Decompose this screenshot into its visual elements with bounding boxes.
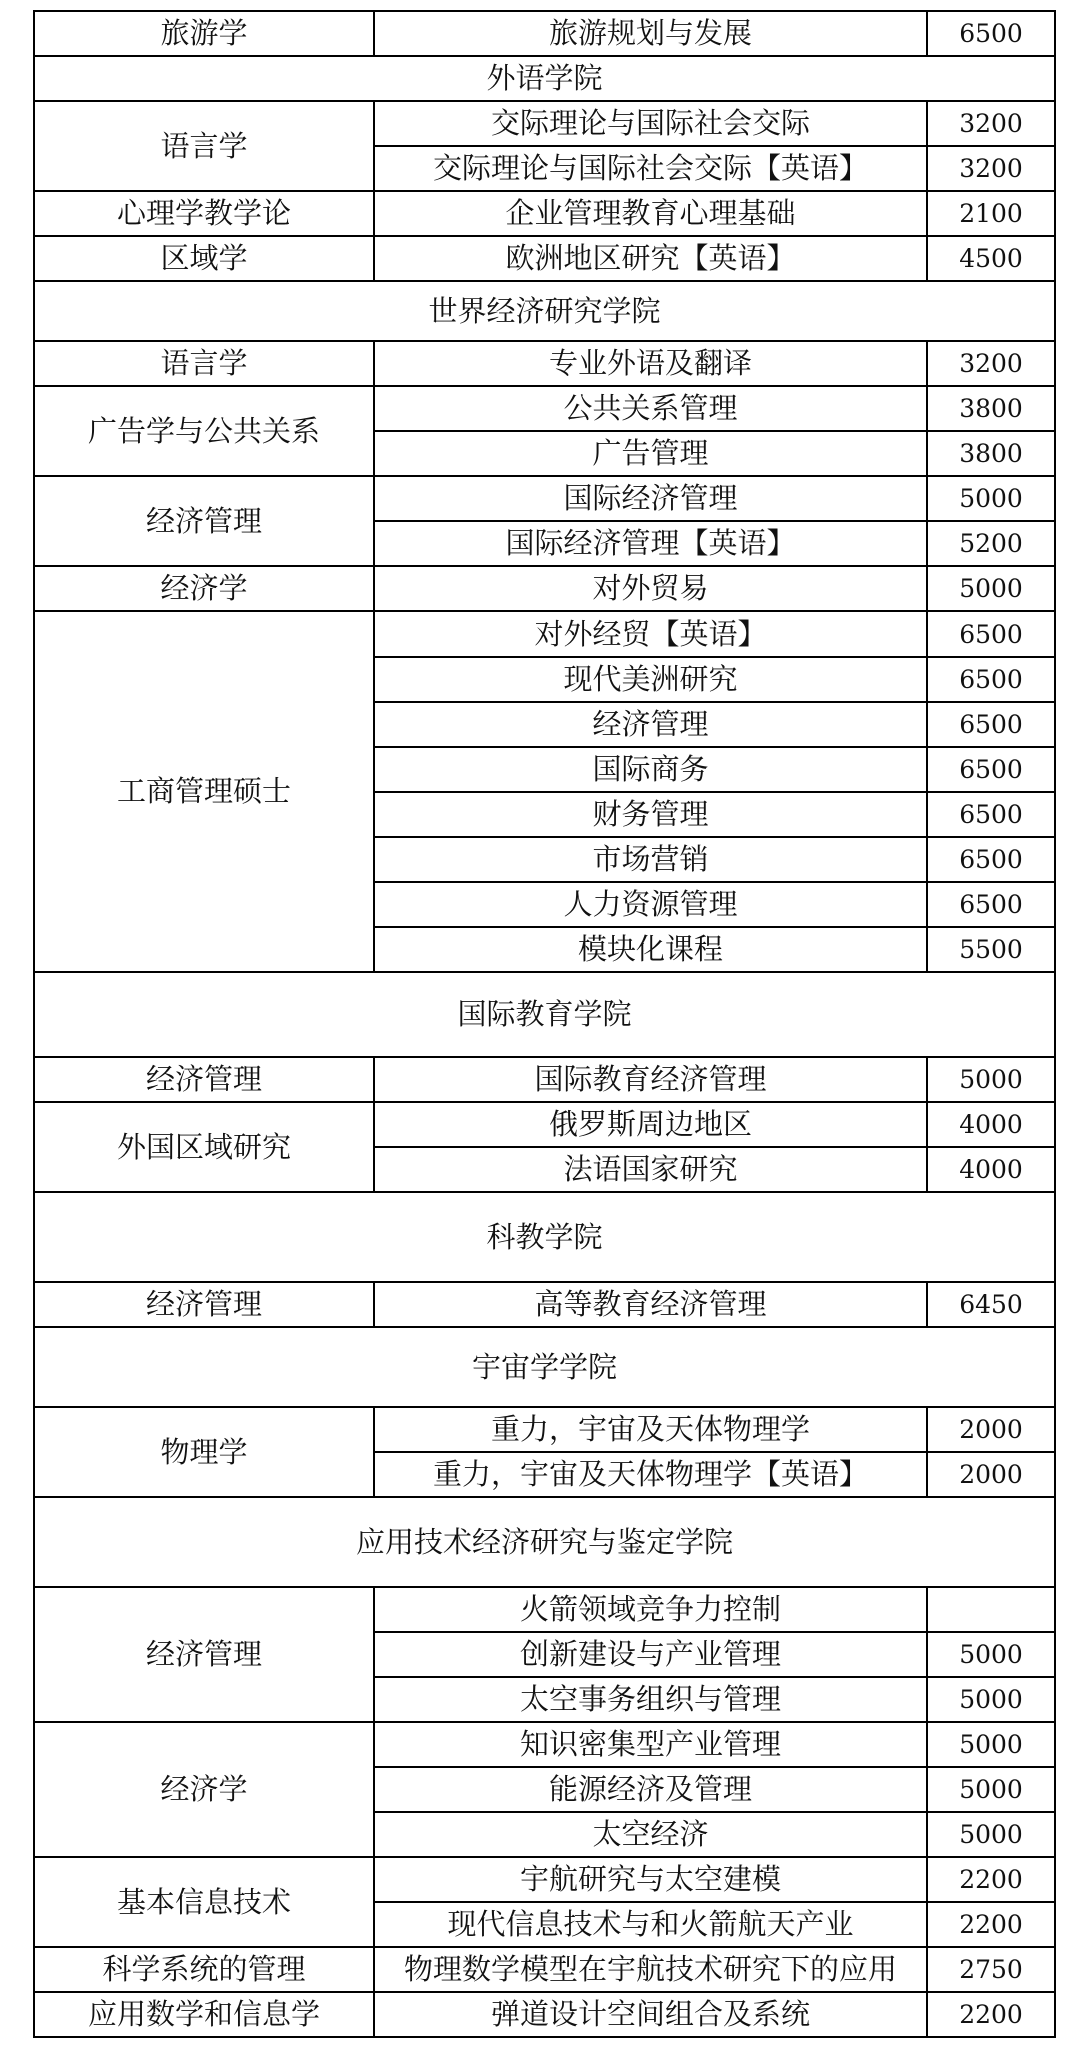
fee-cell: 5000 [927, 1722, 1055, 1767]
program-cell: 对外经贸【英语】 [374, 611, 927, 657]
school-header-row [34, 1192, 1055, 1282]
program-cell: 经济管理 [374, 702, 927, 747]
fee-cell: 3800 [927, 386, 1055, 431]
program-cell: 对外贸易 [374, 566, 927, 611]
school-header-row [34, 281, 1055, 341]
school-name: 科教学院 [34, 1192, 1055, 1282]
program-cell: 高等教育经济管理 [374, 1282, 927, 1327]
table-row [34, 386, 1055, 431]
table-row [34, 1057, 1055, 1102]
major-cell: 语言学 [34, 101, 374, 191]
major-cell: 外国区域研究 [34, 1102, 374, 1192]
program-cell: 市场营销 [374, 837, 927, 882]
fee-cell: 5500 [927, 927, 1055, 972]
school-header-row [34, 56, 1055, 101]
fee-cell: 6450 [927, 1282, 1055, 1327]
major-cell: 经济管理 [34, 1057, 374, 1102]
program-cell: 现代信息技术与和火箭航天产业 [374, 1902, 927, 1947]
table-row [34, 1857, 1055, 1902]
program-cell: 国际教育经济管理 [374, 1057, 927, 1102]
fee-cell: 5000 [927, 566, 1055, 611]
fee-cell: 3200 [927, 101, 1055, 146]
program-cell: 太空经济 [374, 1812, 927, 1857]
program-cell: 太空事务组织与管理 [374, 1677, 927, 1722]
fee-cell: 2000 [927, 1452, 1055, 1497]
program-cell: 交际理论与国际社会交际 [374, 101, 927, 146]
table-row [34, 1102, 1055, 1147]
table-row [34, 1407, 1055, 1452]
program-cell: 国际商务 [374, 747, 927, 792]
fee-cell: 3800 [927, 431, 1055, 476]
fee-cell: 4500 [927, 236, 1055, 281]
program-cell: 企业管理教育心理基础 [374, 191, 927, 236]
fee-cell: 5000 [927, 1632, 1055, 1677]
table-row [34, 1722, 1055, 1767]
table-row [34, 236, 1055, 281]
fee-cell: 6500 [927, 747, 1055, 792]
major-cell: 经济管理 [34, 1587, 374, 1722]
program-cell: 公共关系管理 [374, 386, 927, 431]
major-cell: 工商管理硕士 [34, 611, 374, 972]
program-cell: 国际经济管理【英语】 [374, 521, 927, 566]
program-cell: 俄罗斯周边地区 [374, 1102, 927, 1147]
table-row [34, 611, 1055, 657]
program-cell: 广告管理 [374, 431, 927, 476]
program-cell: 人力资源管理 [374, 882, 927, 927]
fee-cell: 6500 [927, 611, 1055, 657]
fee-cell: 6500 [927, 792, 1055, 837]
fee-cell: 5000 [927, 476, 1055, 521]
program-cell: 重力，宇宙及天体物理学【英语】 [374, 1452, 927, 1497]
major-cell: 区域学 [34, 236, 374, 281]
table-body [34, 11, 1055, 2037]
fee-cell: 5200 [927, 521, 1055, 566]
major-cell: 经济管理 [34, 1282, 374, 1327]
table-row [34, 566, 1055, 611]
table-row [34, 101, 1055, 146]
fee-cell: 6500 [927, 702, 1055, 747]
major-cell: 经济学 [34, 1722, 374, 1857]
major-cell: 科学系统的管理 [34, 1947, 374, 1992]
table-row [34, 191, 1055, 236]
fee-cell: 3200 [927, 146, 1055, 191]
program-cell: 交际理论与国际社会交际【英语】 [374, 146, 927, 191]
program-cell: 财务管理 [374, 792, 927, 837]
fee-cell: 3200 [927, 341, 1055, 386]
program-cell: 物理数学模型在宇航技术研究下的应用 [374, 1947, 927, 1992]
school-header-row [34, 1327, 1055, 1407]
table-row [34, 1587, 1055, 1632]
fee-cell: 5000 [927, 1767, 1055, 1812]
school-name: 宇宙学学院 [34, 1327, 1055, 1407]
major-cell: 经济学 [34, 566, 374, 611]
program-cell: 知识密集型产业管理 [374, 1722, 927, 1767]
table-row [34, 476, 1055, 521]
program-fee-table [33, 10, 1056, 2038]
fee-cell: 6500 [927, 882, 1055, 927]
program-cell: 创新建设与产业管理 [374, 1632, 927, 1677]
school-name: 世界经济研究学院 [34, 281, 1055, 341]
school-name: 应用技术经济研究与鉴定学院 [34, 1497, 1055, 1587]
program-cell: 法语国家研究 [374, 1147, 927, 1192]
fee-cell: 2000 [927, 1407, 1055, 1452]
major-cell: 心理学教学论 [34, 191, 374, 236]
program-cell: 宇航研究与太空建模 [374, 1857, 927, 1902]
major-cell: 语言学 [34, 341, 374, 386]
fee-cell: 2200 [927, 1992, 1055, 2037]
table-row [34, 341, 1055, 386]
fee-cell [927, 1587, 1055, 1632]
table-row [34, 11, 1055, 56]
major-cell: 应用数学和信息学 [34, 1992, 374, 2037]
fee-cell: 5000 [927, 1677, 1055, 1722]
program-cell: 重力，宇宙及天体物理学 [374, 1407, 927, 1452]
fee-cell: 4000 [927, 1102, 1055, 1147]
school-header-row [34, 1497, 1055, 1587]
fee-cell: 5000 [927, 1057, 1055, 1102]
program-cell: 国际经济管理 [374, 476, 927, 521]
program-cell: 旅游规划与发展 [374, 11, 927, 56]
fee-cell: 4000 [927, 1147, 1055, 1192]
program-cell: 现代美洲研究 [374, 657, 927, 702]
major-cell: 旅游学 [34, 11, 374, 56]
school-name: 国际教育学院 [34, 972, 1055, 1057]
major-cell: 经济管理 [34, 476, 374, 566]
program-cell: 能源经济及管理 [374, 1767, 927, 1812]
program-cell: 欧洲地区研究【英语】 [374, 236, 927, 281]
fee-cell: 5000 [927, 1812, 1055, 1857]
school-header-row [34, 972, 1055, 1057]
fee-cell: 2750 [927, 1947, 1055, 1992]
fee-cell: 2200 [927, 1857, 1055, 1902]
fee-cell: 6500 [927, 837, 1055, 882]
table-row [34, 1992, 1055, 2037]
program-cell: 专业外语及翻译 [374, 341, 927, 386]
major-cell: 基本信息技术 [34, 1857, 374, 1947]
major-cell: 广告学与公共关系 [34, 386, 374, 476]
fee-cell: 6500 [927, 11, 1055, 56]
program-cell: 模块化课程 [374, 927, 927, 972]
program-cell: 火箭领域竞争力控制 [374, 1587, 927, 1632]
school-name: 外语学院 [34, 56, 1055, 101]
fee-cell: 2200 [927, 1902, 1055, 1947]
fee-cell: 6500 [927, 657, 1055, 702]
major-cell: 物理学 [34, 1407, 374, 1497]
table-row [34, 1282, 1055, 1327]
table-row [34, 1947, 1055, 1992]
program-cell: 弹道设计空间组合及系统 [374, 1992, 927, 2037]
fee-cell: 2100 [927, 191, 1055, 236]
